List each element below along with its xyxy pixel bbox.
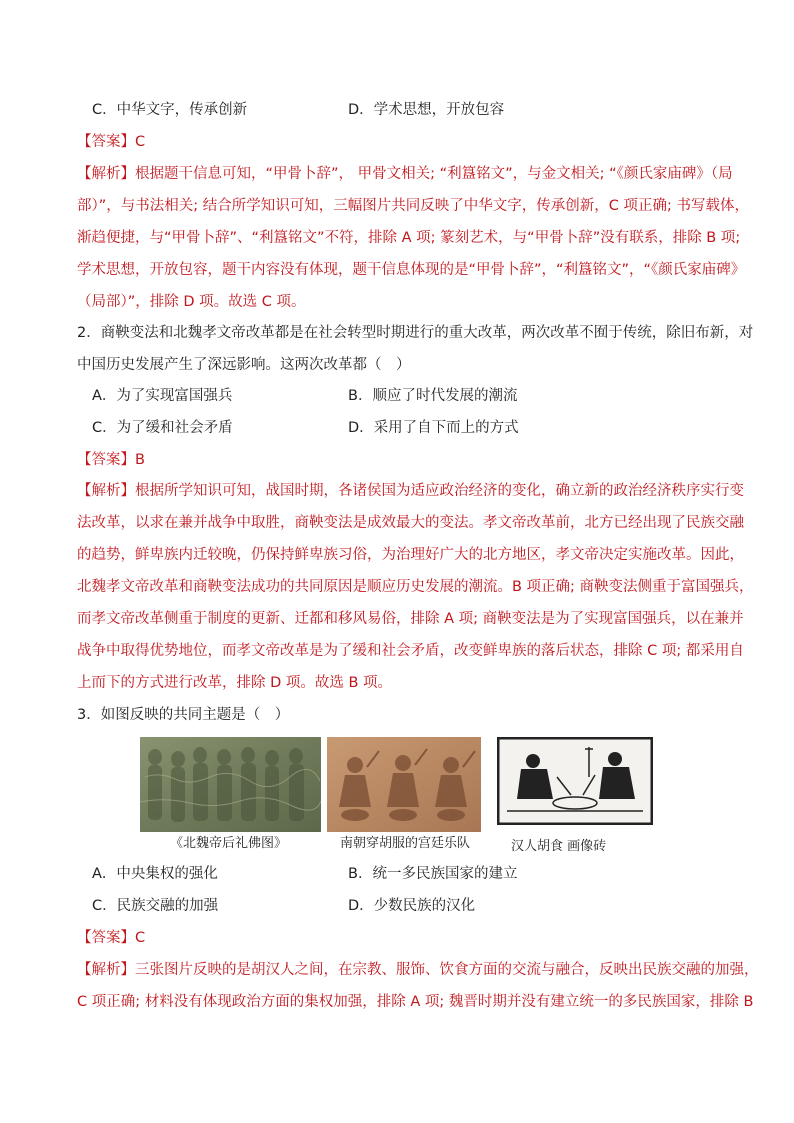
brick-drawing-image	[497, 737, 653, 825]
q1-answer	[77, 132, 727, 152]
q3-option-c: C．民族交融的加强	[92, 898, 219, 914]
q1-analysis-line: （局部）”，排除 D 项。故选 C 项。	[77, 294, 306, 310]
q3-stem: 3．如图反映的共同主题是（ ）	[77, 707, 290, 723]
relief-image	[140, 737, 321, 832]
q3-analysis-line	[77, 960, 759, 980]
q3-answer	[77, 928, 727, 948]
q2-analysis-line: 上而下的方式进行改革，排除 D 项。故选 B 项。	[77, 675, 393, 691]
analysis-text: 根据所学知识可知，战国时期，各诸侯国为适应政治经济的变化，确立新的政治经济秩序实行变	[135, 483, 744, 499]
q2-answer	[77, 450, 727, 470]
q3-analysis-line: C 项正确; 材料没有体现政治方面的集权加强，排除 A 项; 魏晋时期并没有建立统一的多民族国家，排除 B	[77, 994, 754, 1010]
q2-option-a: A．为了实现富国强兵	[92, 388, 233, 404]
answer-tag: 【答案】	[77, 134, 135, 150]
analysis-tag: 【解析】	[77, 166, 135, 182]
q3-option-d: D．少数民族的汉化	[348, 898, 476, 914]
q1-option-c: C．中华文字，传承创新	[92, 102, 248, 118]
answer-value: C	[135, 930, 146, 946]
caption-brick: 汉人胡食 画像砖	[511, 839, 607, 854]
q2-analysis-line: 法改革，以求在兼并战争中取胜，商鞅变法是成效最大的变法。孝文帝改革前，北方已经出现了民族交融	[77, 515, 744, 531]
answer-tag: 【答案】	[77, 452, 135, 468]
q1-analysis-line: 渐趋便捷，与“甲骨卜辞”、“利簋铭文”不符，排除 A 项; 篆刻艺术，与“甲骨卜辞”没有联系，排除 B 项;	[77, 230, 741, 246]
caption-musicians: 南朝穿胡服的宫廷乐队	[340, 836, 471, 851]
analysis-text: 三张图片反映的是胡汉人之间，在宗教、服饰、饮食方面的交流与融合，反映出民族交融的加强，	[135, 962, 759, 978]
answer-value: B	[135, 452, 145, 468]
q3-option-a: A．中央集权的强化	[92, 866, 218, 882]
answer-value: C	[135, 134, 146, 150]
q2-stem-line: 2．商鞅变法和北魏孝文帝改革都是在社会转型时期进行的重大改革，两次改革不囿于传统，除旧布新，对	[77, 325, 754, 341]
caption-relief: 《北魏帝后礼佛图》	[170, 836, 288, 851]
q2-analysis-line: 而孝文帝改革侧重于制度的更新、迁都和移风易俗，排除 A 项; 商鞅变法是为了实现富国强兵，以在兼并	[77, 611, 744, 627]
analysis-tag: 【解析】	[77, 483, 135, 499]
q2-analysis-line: 战争中取得优势地位，而孝文帝改革是为了缓和社会矛盾，改变鲜卑族的落后状态，排除 C 项; 都采用自	[77, 643, 744, 659]
answer-tag: 【答案】	[77, 930, 135, 946]
q2-analysis-line	[77, 481, 744, 501]
q2-analysis-line: 的趋势，鲜卑族内迁较晚，仍保持鲜卑族习俗，为治理好广大的北方地区，孝文帝决定实施改革。因此，	[77, 547, 744, 563]
q1-option-d: D．学术思想，开放包容	[348, 102, 505, 118]
q2-option-d: D．采用了自下而上的方式	[348, 420, 519, 436]
analysis-tag: 【解析】	[77, 962, 135, 978]
q2-option-c: C．为了缓和社会矛盾	[92, 420, 233, 436]
q2-analysis-line: 北魏孝文帝改革和商鞅变法成功的共同原因是顺应历史发展的潮流。B 项正确; 商鞅变法侧重于富国强兵，	[77, 579, 754, 595]
analysis-text: 根据题干信息可知，“甲骨卜辞”， 甲骨文相关; “利簋铭文”，与金文相关; “《颜氏家庙碑》（局	[135, 166, 733, 182]
q1-analysis-line	[77, 164, 733, 184]
q3-option-b: B．统一多民族国家的建立	[348, 866, 518, 882]
q1-analysis-line: 部）”，与书法相关; 结合所学知识可知，三幅图片共同反映了中华文字，传承创新，C 项正确; 书写载体，	[77, 198, 749, 214]
q2-option-b: B．顺应了时代发展的潮流	[348, 388, 518, 404]
musicians-image	[327, 737, 481, 832]
q2-stem-line: 中国历史发展产生了深远影响。这两次改革都（ ）	[77, 357, 411, 373]
q1-analysis-line: 学术思想，开放包容，题干内容没有体现，题干信息体现的是“甲骨卜辞”，“利簋铭文”，“《颜氏家庙碑》	[77, 262, 746, 278]
